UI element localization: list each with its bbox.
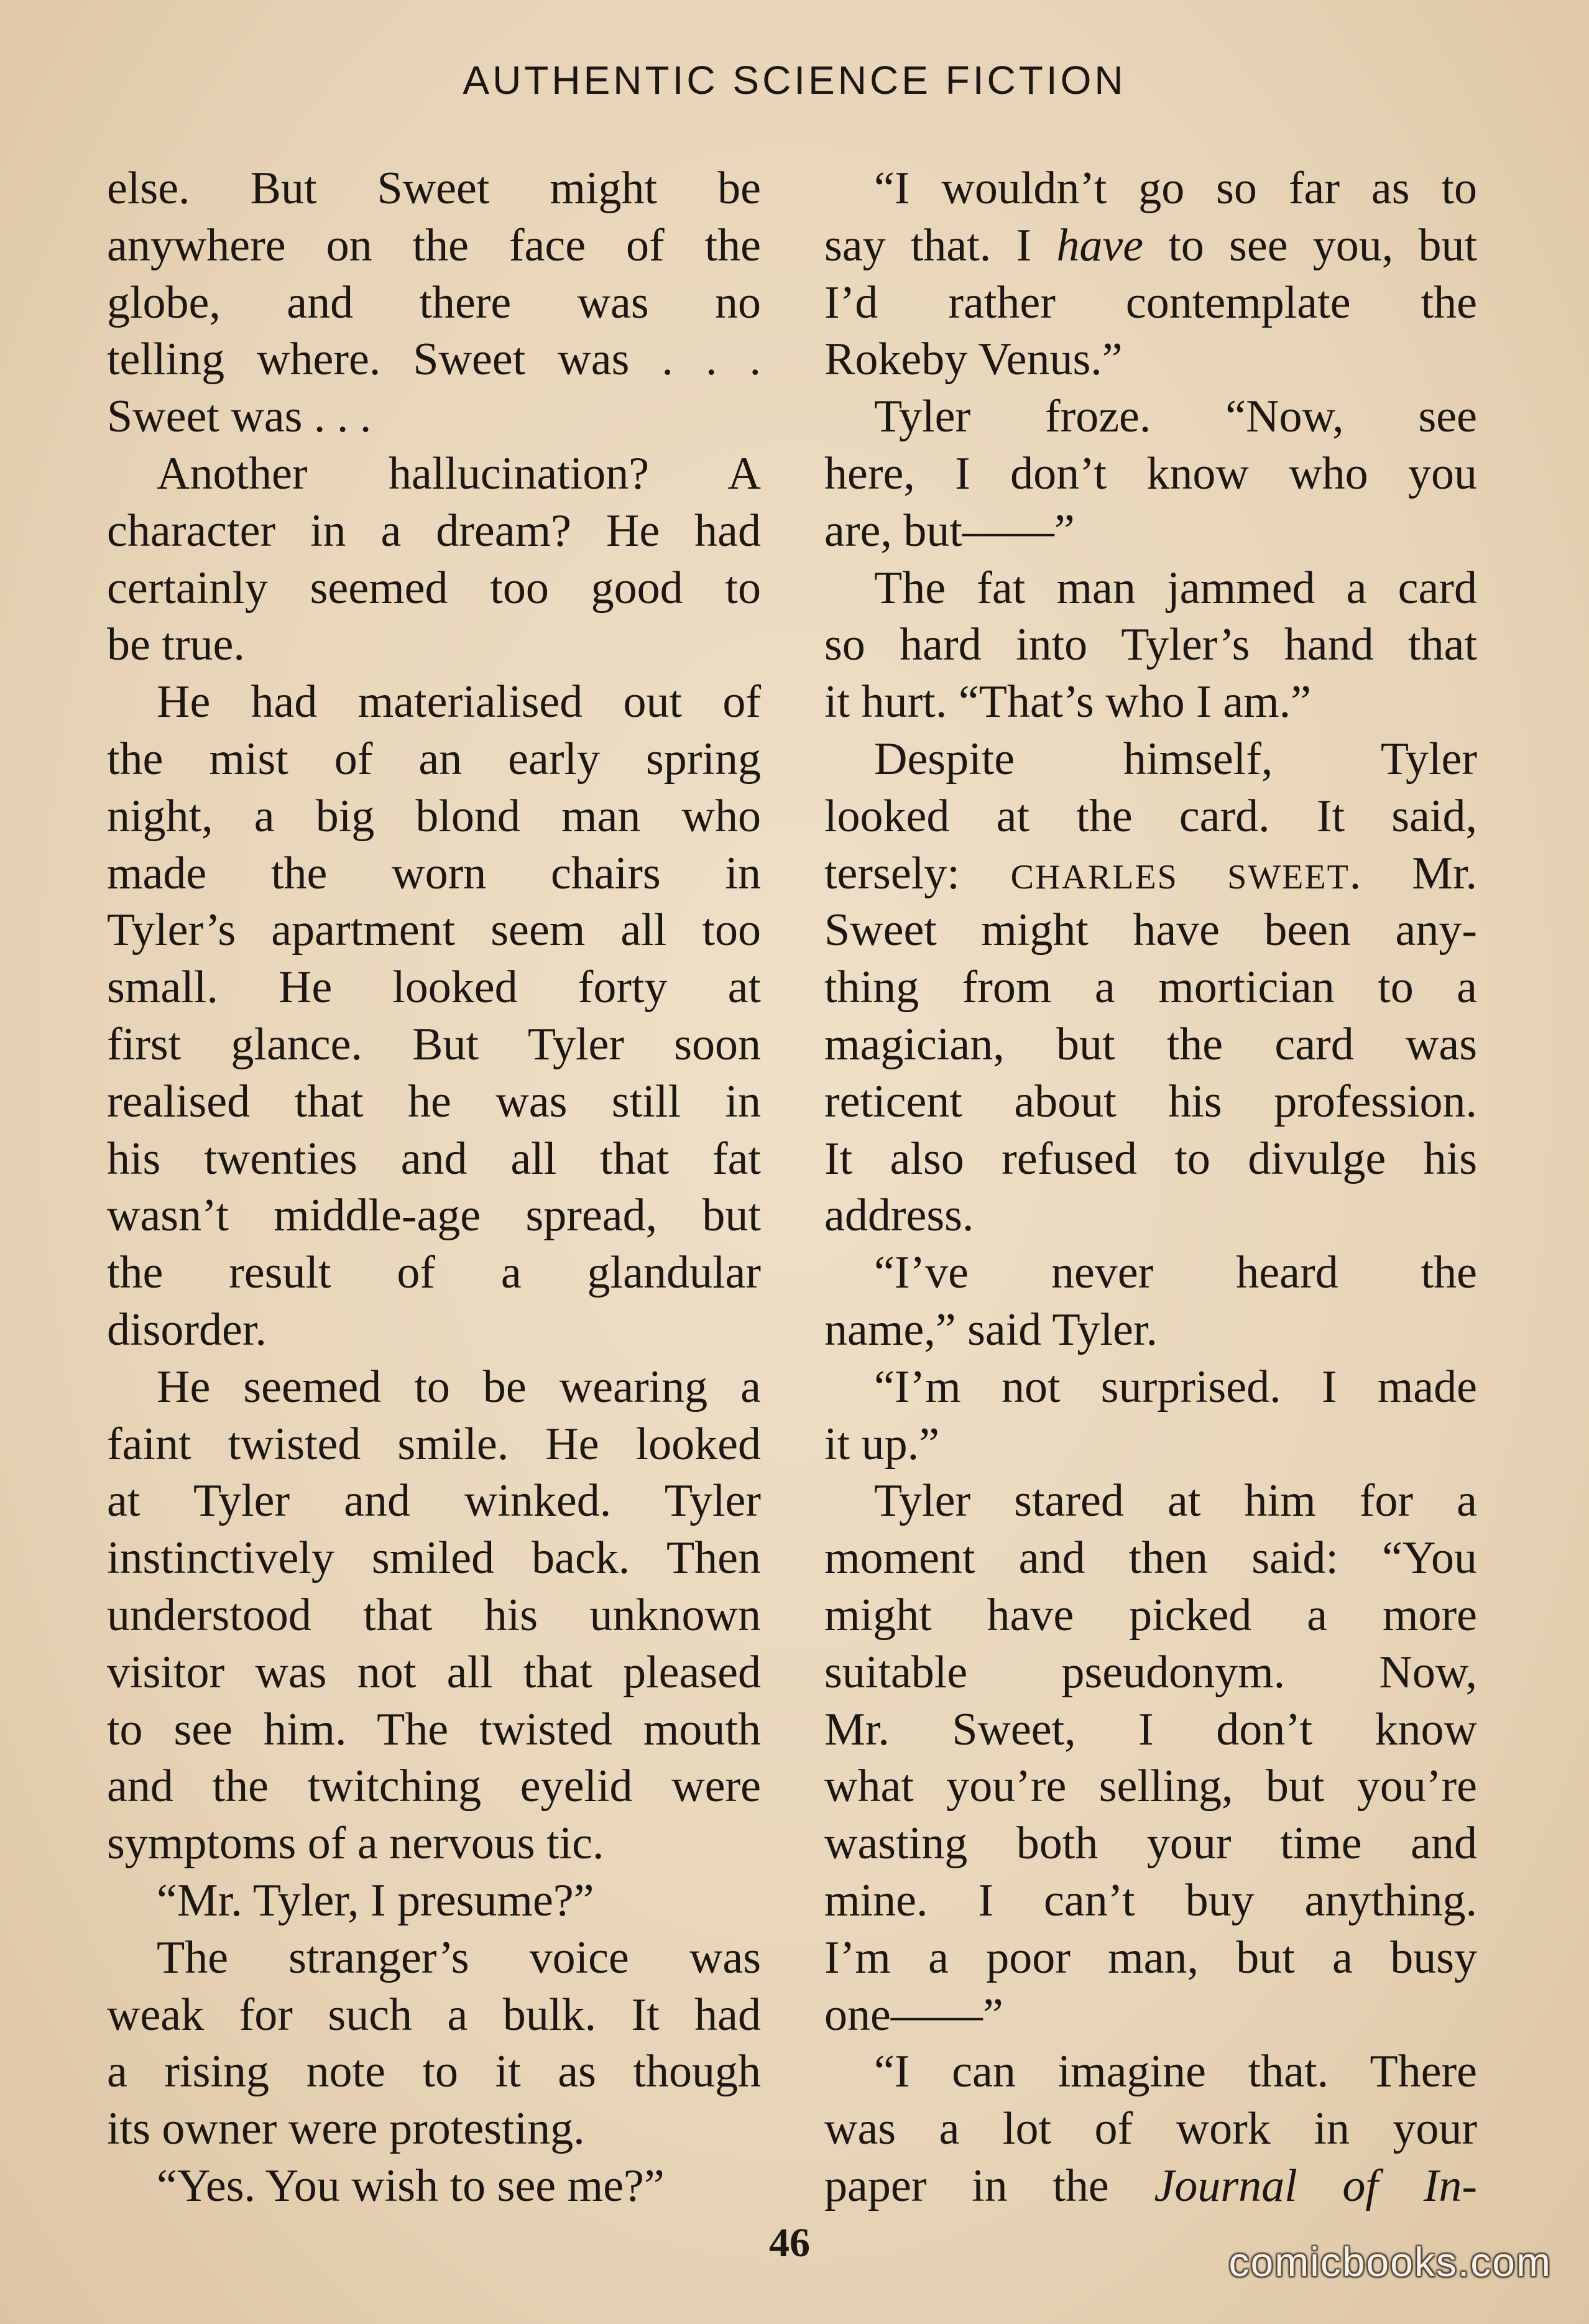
text-run: The fat man jammed a card (874, 562, 1477, 614)
text-line: its owner were protesting. (107, 2103, 585, 2155)
text-line: faint twisted smile. He looked (107, 1418, 761, 1470)
text-line: Sweet was . . . (107, 391, 372, 443)
text-line: to see him. The twisted mouth (107, 1704, 761, 1755)
right-text-column (824, 160, 1477, 2215)
text-line (824, 1017, 1477, 1074)
text-line: and the twitching eyelid were (107, 1761, 761, 1812)
text-line (824, 1530, 1477, 1587)
text-line (824, 1873, 1477, 1930)
text-run: I’m a poor man, but a busy (824, 1932, 1477, 1983)
text-run: looked at the card. It said, (824, 790, 1477, 842)
text-line: anywhere on the face of the (107, 219, 761, 271)
text-line (824, 959, 1477, 1017)
text-line: made the worn chairs in (107, 847, 761, 899)
text-line (824, 389, 1477, 446)
text-line (824, 275, 1477, 332)
text-run: Tyler stared at him for a (874, 1475, 1477, 1527)
text-run: Despite himself, Tyler (874, 733, 1477, 785)
text-run: mine. I can’t buy anything. (824, 1874, 1477, 1926)
text-line: else. But Sweet might be (107, 163, 761, 214)
text-line (824, 1074, 1477, 1131)
text-line: his twenties and all that fat (107, 1133, 761, 1184)
text-line (824, 902, 1477, 959)
text-line (824, 446, 1477, 503)
text-line: Another hallucination? A (157, 448, 761, 499)
text-run: tersely: (824, 847, 1011, 899)
text-line (824, 1416, 1477, 1473)
text-line: disorder. (107, 1304, 267, 1355)
text-run: say that. I (824, 219, 1057, 271)
text-run: so hard into Tyler’s hand that (824, 619, 1477, 671)
text-line (824, 1302, 1477, 1359)
running-title: AUTHENTIC SCIENCE FICTION (463, 58, 1126, 103)
text-line (824, 2101, 1477, 2158)
text-run: might have picked a more (824, 1589, 1477, 1641)
text-run: . Mr. (1349, 847, 1478, 899)
page-number: 46 (769, 2220, 810, 2266)
text-run: moment and then said: “You (824, 1533, 1477, 1584)
text-line: night, a big blond man who (107, 790, 761, 842)
text-line: He seemed to be wearing a (157, 1361, 761, 1413)
text-run: Mr. Sweet, I don’t know (824, 1704, 1477, 1755)
text-run: are, but——” (824, 505, 1075, 556)
text-line (824, 1131, 1477, 1188)
small-caps-run: CHARLES SWEET (1010, 857, 1350, 897)
text-line: He had materialised out of (157, 676, 761, 728)
text-line: realised that he was still in (107, 1076, 761, 1127)
text-run: it hurt. “That’s who I am.” (824, 676, 1311, 728)
text-run: reticent about his profession. (824, 1076, 1477, 1127)
text-run: one——” (824, 1989, 1003, 2040)
text-line: the result of a glandular (107, 1247, 761, 1299)
text-line: Tyler’s apartment seem all too (107, 905, 761, 956)
text-line (824, 331, 1477, 389)
text-run: wasting both your time and (824, 1818, 1477, 1870)
watermark-text: comicbooks.com (1228, 2239, 1552, 2285)
text-line (824, 731, 1477, 788)
text-line (824, 674, 1477, 731)
text-line (824, 2158, 1477, 2215)
text-line: The stranger’s voice was (157, 1932, 761, 1983)
text-run: suitable pseudonym. Now, (824, 1646, 1477, 1698)
text-line: instinctively smiled back. Then (107, 1533, 761, 1584)
text-line (824, 1359, 1477, 1416)
text-line: wasn’t middle-age spread, but (107, 1190, 761, 1242)
text-line: a rising note to it as though (107, 2046, 761, 2098)
text-line: globe, and there was no (107, 277, 761, 328)
left-text-column (107, 160, 761, 2215)
text-run: here, I don’t know who you (824, 448, 1477, 499)
text-line (824, 2044, 1477, 2101)
text-line (824, 1587, 1477, 1644)
italic-run: have (1056, 219, 1144, 271)
text-line: visitor was not all that pleased (107, 1646, 761, 1698)
text-line: small. He looked forty at (107, 962, 761, 1013)
text-line: character in a dream? He had (107, 505, 761, 556)
text-run: I’d rather contemplate the (824, 277, 1477, 328)
text-run: “I can imagine that. There (874, 2046, 1477, 2098)
text-line (824, 1187, 1477, 1245)
text-line (824, 218, 1477, 275)
text-line: symptoms of a nervous tic. (107, 1818, 604, 1870)
text-run: was a lot of work in your (824, 2103, 1477, 2155)
text-line: weak for such a bulk. It had (107, 1989, 761, 2040)
text-run: Rokeby Venus.” (824, 334, 1123, 385)
text-run: to see you, but (1143, 219, 1478, 271)
text-line: at Tyler and winked. Tyler (107, 1475, 761, 1527)
text-line (824, 160, 1477, 218)
text-line: “Yes. You wish to see me?” (157, 2160, 665, 2211)
text-run: address. (824, 1190, 974, 1242)
text-line (824, 1930, 1477, 1987)
text-run: it up.” (824, 1418, 939, 1470)
text-line (824, 1758, 1477, 1815)
text-line (824, 788, 1477, 846)
text-line (824, 617, 1477, 674)
text-run: “I wouldn’t go so far as to (874, 163, 1477, 214)
text-line (824, 1702, 1477, 1759)
text-run: Tyler froze. “Now, see (874, 391, 1477, 443)
text-line: certainly seemed too good to (107, 562, 761, 614)
text-line (824, 846, 1477, 903)
text-line: be true. (107, 619, 245, 671)
italic-run: Journal of In- (1154, 2160, 1478, 2211)
text-run: name,” said Tyler. (824, 1304, 1158, 1355)
text-line: first glance. But Tyler soon (107, 1018, 761, 1070)
text-line (824, 1815, 1477, 1873)
text-run: what you’re selling, but you’re (824, 1761, 1477, 1812)
text-line (824, 1987, 1477, 2044)
text-line: “Mr. Tyler, I presume?” (157, 1874, 594, 1926)
text-run: “I’m not surprised. I made (874, 1361, 1477, 1413)
text-line: understood that his unknown (107, 1589, 761, 1641)
text-line (824, 1245, 1477, 1302)
text-run: thing from a mortician to a (824, 962, 1477, 1013)
text-run: paper in the (824, 2160, 1154, 2211)
text-run: magician, but the card was (824, 1018, 1477, 1070)
text-line: telling where. Sweet was . . . (107, 334, 761, 385)
text-run: It also refused to divulge his (824, 1133, 1477, 1184)
text-line: the mist of an early spring (107, 733, 761, 785)
text-line (824, 503, 1477, 560)
text-run: “I’ve never heard the (874, 1247, 1477, 1299)
text-line (824, 1644, 1477, 1702)
text-line (824, 560, 1477, 617)
text-line (824, 1473, 1477, 1530)
text-run: Sweet might have been any- (824, 905, 1477, 956)
